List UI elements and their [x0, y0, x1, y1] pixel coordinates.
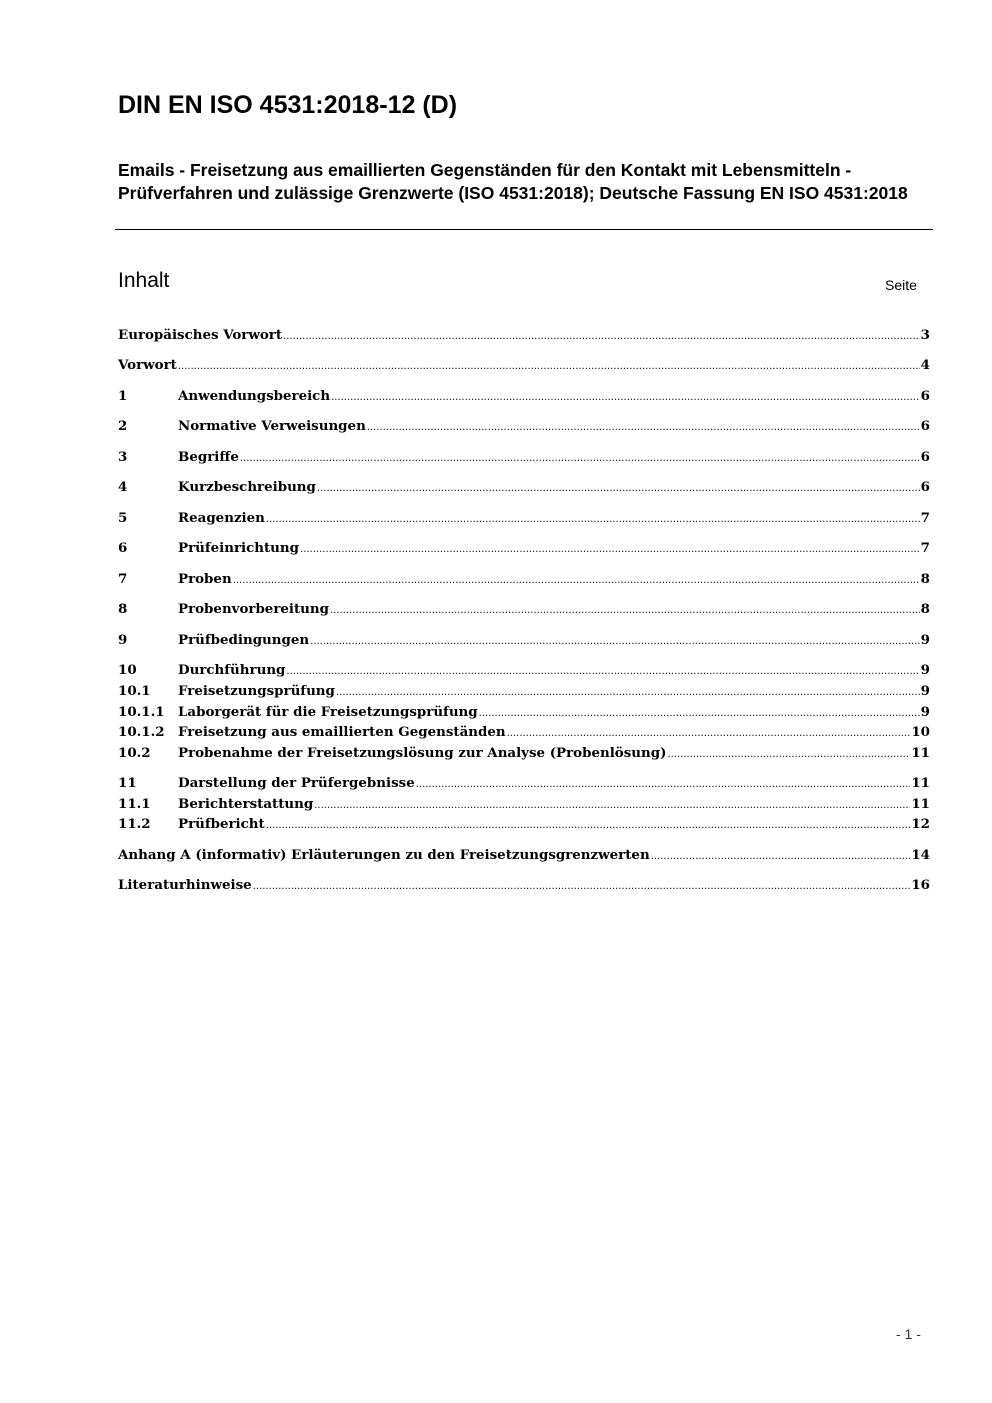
toc-leader-dots — [330, 600, 920, 621]
toc-entry-number: 10.1.1 — [118, 704, 165, 720]
toc-entry-label: Vorwort — [118, 357, 177, 373]
toc-leader-dots — [286, 661, 919, 682]
toc-entry-page: 9 — [920, 683, 930, 699]
toc-entry[interactable] — [118, 875, 930, 896]
toc-entry[interactable] — [118, 630, 930, 651]
toc-entry-number: 1 — [118, 388, 128, 404]
toc-leader-dots — [331, 387, 920, 408]
toc-entry-page: 6 — [920, 479, 930, 495]
toc-entry-number: 11.1 — [118, 796, 151, 812]
toc-entry-page: 8 — [920, 601, 930, 617]
toc-entry-page: 6 — [920, 449, 930, 465]
toc-entry-number: 6 — [118, 540, 128, 556]
toc-leader-dots — [300, 539, 920, 560]
toc-entry-page: 9 — [920, 632, 930, 648]
toc-entry-label: Proben — [178, 571, 232, 587]
toc-entry[interactable] — [118, 660, 930, 681]
toc-entry-number: 10.1 — [118, 683, 151, 699]
toc-entry-number: 9 — [118, 632, 128, 648]
toc-leader-dots — [266, 815, 911, 836]
toc-leader-dots — [253, 876, 911, 897]
toc-entry[interactable] — [118, 386, 930, 407]
toc-entry[interactable] — [118, 569, 930, 590]
toc-entry[interactable] — [118, 447, 930, 468]
toc-leader-dots — [233, 570, 920, 591]
toc-entry[interactable] — [118, 845, 930, 866]
toc-entry[interactable] — [118, 722, 930, 743]
toc-entry-label: Darstellung der Prüfergebnisse — [178, 775, 415, 791]
page-number: - 1 - — [896, 1326, 921, 1342]
toc-entry-page: 11 — [911, 745, 930, 761]
toc-entry-page: 6 — [920, 418, 930, 434]
toc-entry-label: Probenvorbereitung — [178, 601, 330, 617]
toc-entry[interactable] — [118, 508, 930, 529]
toc-entry[interactable] — [118, 538, 930, 559]
toc-entry-number: 10.2 — [118, 745, 151, 761]
toc-entry-page: 4 — [920, 357, 930, 373]
toc-entry-page: 14 — [911, 847, 930, 863]
toc-entry-page: 11 — [911, 775, 930, 791]
toc-leader-dots — [240, 448, 920, 469]
toc-entry-number: 10.1.2 — [118, 724, 165, 740]
toc-entry-page: 12 — [911, 816, 930, 832]
toc-entry-number: 5 — [118, 510, 128, 526]
toc-entry[interactable] — [118, 599, 930, 620]
toc-leader-dots — [317, 478, 920, 499]
toc-leader-dots — [266, 509, 920, 530]
toc-entry-number: 3 — [118, 449, 128, 465]
toc-entry-page: 10 — [911, 724, 930, 740]
toc-entry-label: Prüfbedingungen — [178, 632, 310, 648]
document-subtitle: Emails - Freisetzung aus emaillierten Gegenständen für den Kontakt mit Lebensmitteln - Prüfverfahren und zulässige Grenzwerte (ISO 4531:2018); Deutsche Fassung EN ISO 4531:2018 — [118, 160, 908, 203]
toc-leader-dots — [367, 417, 920, 438]
toc-leader-dots — [651, 846, 911, 867]
toc-entry-page: 8 — [920, 571, 930, 587]
toc-entry-page: 9 — [920, 662, 930, 678]
toc-entry-label: Begriffe — [178, 449, 239, 465]
toc-entry-page: 7 — [920, 510, 930, 526]
toc-entry-label: Berichterstattung — [178, 796, 314, 812]
toc-entry-label: Freisetzungsprüfung — [178, 683, 335, 699]
toc-entry[interactable] — [118, 773, 930, 794]
toc-entry-label: Probenahme der Freisetzungslösung zur Analyse (Probenlösung) — [178, 745, 667, 761]
toc-entry-number: 11.2 — [118, 816, 151, 832]
toc-entry-label: Reagenzien — [178, 510, 265, 526]
toc-entry-number: 11 — [118, 775, 137, 791]
toc-entry[interactable] — [118, 681, 930, 702]
toc-entry-label: Prüfeinrichtung — [178, 540, 300, 556]
toc-entry-page: 7 — [920, 540, 930, 556]
toc-entry-label: Anhang A (informativ) Erläuterungen zu den Freisetzungsgrenzwerten — [118, 847, 650, 863]
toc-entry-label: Kurzbeschreibung — [178, 479, 316, 495]
toc-entry-number: 4 — [118, 479, 128, 495]
toc-entry-label: Durchführung — [178, 662, 286, 678]
toc-leader-dots — [507, 723, 911, 744]
toc-leader-dots — [667, 744, 910, 765]
document-title: DIN EN ISO 4531:2018-12 (D) — [118, 91, 458, 119]
toc-entry[interactable] — [118, 794, 930, 815]
toc-entry-label: Laborgerät für die Freisetzungsprüfung — [178, 704, 478, 720]
toc-page-column-label: Seite — [885, 277, 917, 293]
toc-entry-page: 9 — [920, 704, 930, 720]
toc-entry[interactable] — [118, 416, 930, 437]
toc-entry-number: 10 — [118, 662, 137, 678]
toc-entry-page: 16 — [911, 877, 930, 893]
toc-entry-label: Literaturhinweise — [118, 877, 252, 893]
toc-leader-dots — [310, 631, 920, 652]
toc-entry-page: 11 — [911, 796, 930, 812]
toc-entry[interactable] — [118, 477, 930, 498]
toc-entry-label: Anwendungsbereich — [178, 388, 331, 404]
toc-entry-page: 6 — [920, 388, 930, 404]
toc-leader-dots — [479, 703, 920, 724]
toc-entry-label: Freisetzung aus emaillierten Gegenständen — [178, 724, 506, 740]
toc-entry-page: 3 — [920, 327, 930, 343]
toc-entry[interactable] — [118, 702, 930, 723]
toc-entry-label: Prüfbericht — [178, 816, 265, 832]
toc-entry-number: 7 — [118, 571, 128, 587]
toc-entry-label: Normative Verweisungen — [178, 418, 366, 434]
toc-entry-number: 2 — [118, 418, 128, 434]
toc-entry[interactable] — [118, 325, 930, 346]
toc-entry[interactable] — [118, 743, 930, 764]
toc-leader-dots — [314, 795, 910, 816]
toc-entry-label: Europäisches Vorwort — [118, 327, 283, 343]
toc-leader-dots — [283, 326, 920, 347]
toc-entry-number: 8 — [118, 601, 128, 617]
toc-leader-dots — [416, 774, 911, 795]
table-of-contents — [118, 0, 930, 1403]
toc-leader-dots — [178, 356, 920, 377]
toc-entry[interactable] — [118, 355, 930, 376]
toc-heading: Inhalt — [118, 269, 170, 292]
toc-entry[interactable] — [118, 814, 930, 835]
toc-leader-dots — [336, 682, 920, 703]
